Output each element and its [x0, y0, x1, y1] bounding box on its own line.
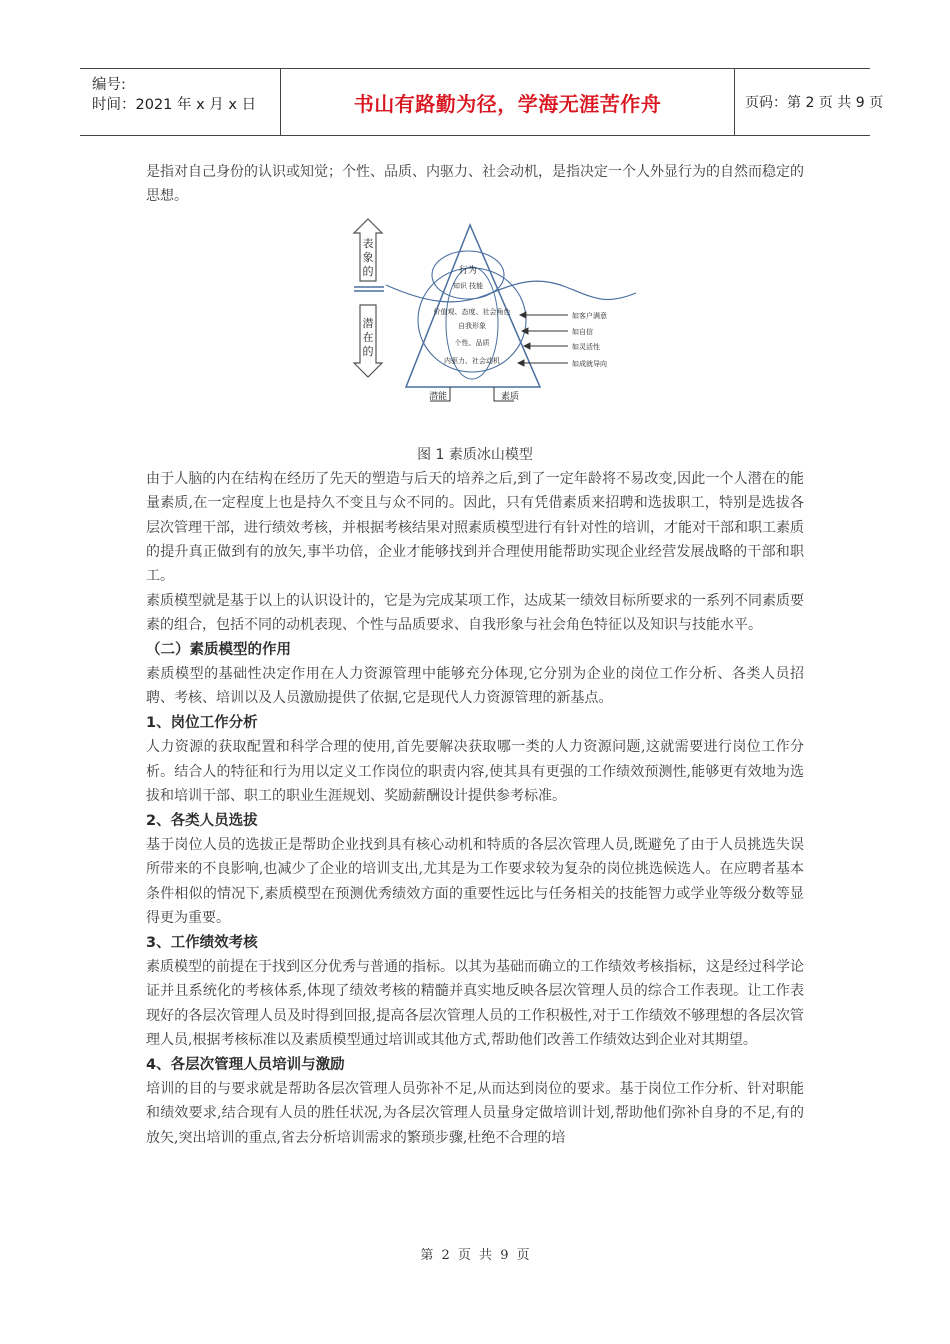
- section-heading: （二）素质模型的作用: [146, 641, 291, 658]
- section-heading: 3、工作绩效考核: [146, 934, 258, 951]
- side-bottom-char-1: 潜: [362, 316, 374, 330]
- label-quality: 素质: [500, 391, 520, 402]
- note-achievement: 如成就导向: [572, 359, 607, 368]
- paragraph: 素质模型的基础性决定作用在人力资源管理中能够充分体现,它分别为企业的岗位工作分析、各类人员招聘、考核、培训以及人员激励提供了依据,它是现代人力资源管理的新基点。: [146, 666, 804, 707]
- side-top-char-2: 象: [362, 250, 374, 264]
- side-bottom-char-3: 的: [362, 344, 374, 358]
- header-left-cell: [80, 69, 280, 135]
- figure-caption: 图 1 素质冰山模型: [417, 446, 533, 463]
- section-heading: 1、岗位工作分析: [146, 714, 258, 731]
- label-values: 价值观、态度、社会角色: [433, 307, 511, 316]
- intro-paragraph: 是指对自己身份的认识或知觉；个性、品质、内驱力、社会动机，是指决定一个人外显行为的自然而稳定的思想。: [146, 164, 804, 205]
- side-top-char-3: 的: [362, 264, 374, 278]
- label-potential: 潜能: [428, 391, 448, 402]
- document-body: [146, 160, 804, 1150]
- side-bottom-char-2: 在: [362, 330, 374, 344]
- page-header: [80, 68, 884, 136]
- motto: 书山有路勤为径，学海无涯苦作舟: [280, 69, 735, 135]
- label-self-image: 自我形象: [458, 321, 486, 330]
- number-label: 编号:: [92, 77, 126, 93]
- page-footer: 第 2 页 共 9 页: [420, 1248, 530, 1263]
- paragraph: 由于人脑的内在结构在经历了先天的塑造与后天的培养之后,到了一定年龄将不易改变,因此一个人潜在的能量素质,在一定程度上也是持久不变且与众不同的。因此，只有凭借素质来招聘和选拔职工，特别是选拔各层次管理干部，进行绩效考核，并根据考核结果对照素质模型进行有针对性的培训，才能对干部和职工素质的提升真正做到有的放矢,事半功倍，企业才能够找到并合理使用能帮助实现企业经营发展战略的干部和职工。: [146, 470, 804, 585]
- paragraph: 培训的目的与要求就是帮助各层次管理人员弥补不足,从而达到岗位的要求。基于岗位工作分析、针对职能和绩效要求,结合现有人员的胜任状况,为各层次管理人员量身定做培训计划,帮助他们弥补自身的不足,有的放矢,突出培训的重点,省去分析培训需求的繁琐步骤,杜绝不合理的培: [146, 1080, 804, 1146]
- note-flexibility: 如灵活性: [572, 342, 600, 351]
- section-heading: 4、各层次管理人员培训与激励: [146, 1056, 345, 1073]
- paragraph: 基于岗位人员的选拔正是帮助企业找到具有核心动机和特质的各层次管理人员,既避免了由于人员挑选失误所带来的不良影响,也减少了企业的培训支出,尤其是为工作要求较为复杂的岗位挑选候选人。在应聘者基本条件相似的情况下,素质模型在预测优秀绩效方面的重要性远比与任务相关的技能智力或学业等级分数等显得更为重要。: [146, 836, 804, 927]
- note-customer: 如客户满意: [572, 311, 607, 320]
- paragraph: 素质模型就是基于以上的认识设计的，它是为完成某项工作，达成某一绩效目标所要求的一系列不同素质要素的组合，包括不同的动机表现、个性与品质要求、自我形象与社会角色特征以及知识与技能水平。: [146, 592, 804, 634]
- date-label: 时间：2021 年 x 月 x 日: [92, 97, 257, 113]
- side-top-char-1: 表: [362, 236, 374, 250]
- label-knowledge-skill: 知识 技能: [452, 281, 484, 290]
- label-personality: 个性、品质: [454, 338, 490, 347]
- paragraph: 素质模型的前提在于找到区分优秀与普通的指标。以其为基础而确立的工作绩效考核指标，这是经过科学论证并且系统化的考核体系,体现了绩效考核的精髓并真实地反映各层次管理人员的综合工作表现。让工作表现好的各层次管理人员及时得到回报,提高各层次管理人员的工作积极性,对于工作绩效不够理想的各层次管理人员,根据考核标准以及素质模型通过培训或其他方式,帮助他们改善工作绩效达到企业对其期望。: [146, 958, 804, 1049]
- label-behavior: 行为: [458, 265, 478, 276]
- section-heading: 2、各类人员选拔: [146, 812, 258, 829]
- note-confidence: 如自信: [572, 327, 593, 336]
- label-motive: 内驱力、社会动机: [444, 356, 500, 365]
- iceberg-figure: [146, 215, 804, 433]
- page-indicator: 页码：第 2 页 共 9 页: [745, 95, 884, 111]
- paragraph: 人力资源的获取配置和科学合理的使用,首先要解决获取哪一类的人力资源问题,这就需要进行岗位工作分析。结合人的特征和行为用以定义工作岗位的职责内容,使其具有更强的工作绩效预测性,能够更有效地为选拔和培训干部、职工的职业生涯规划、奖励薪酬设计提供参考标准。: [146, 739, 804, 805]
- iceberg-diagram: [346, 215, 646, 425]
